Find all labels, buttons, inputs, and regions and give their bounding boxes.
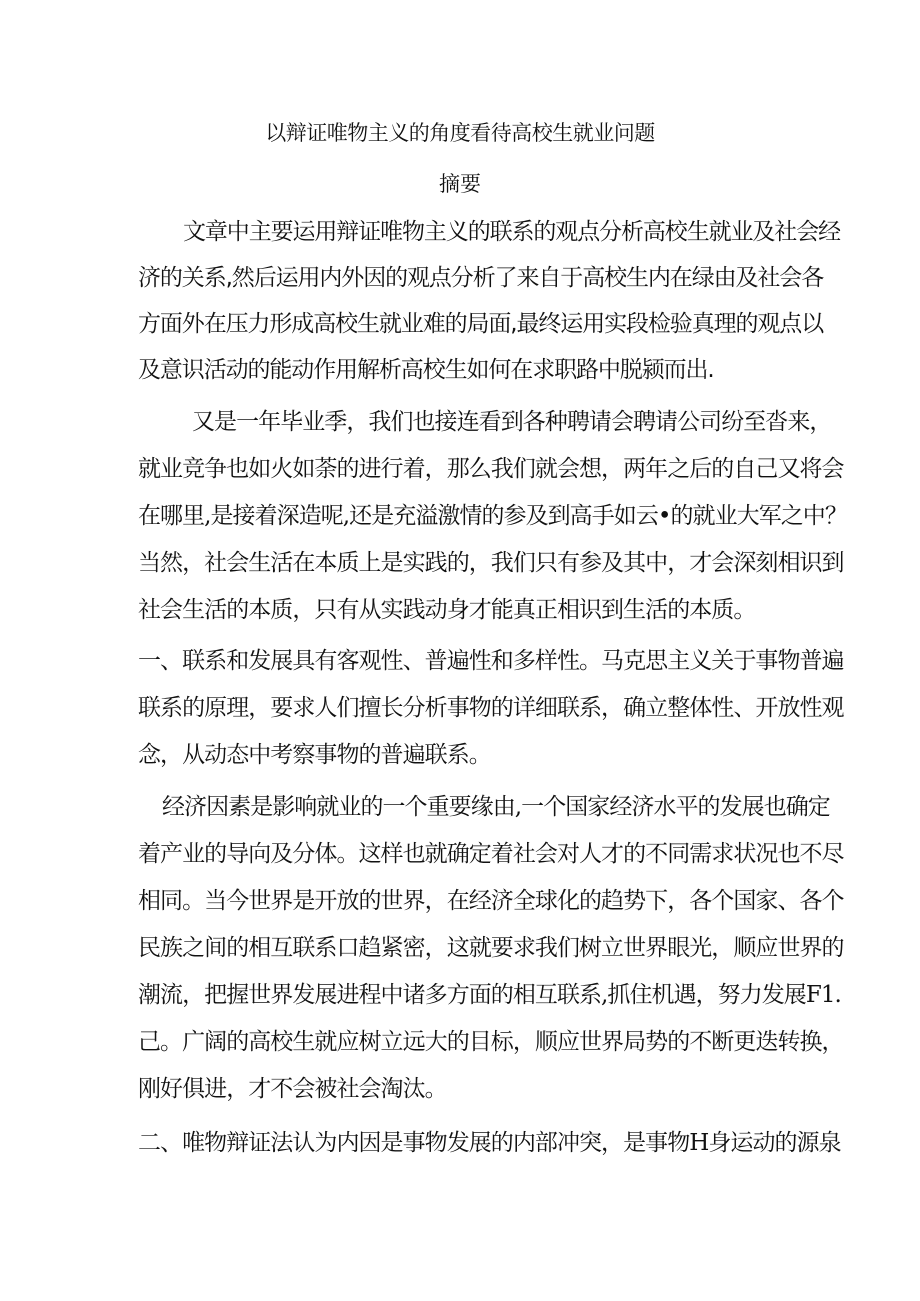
document-title: 以辩证唯物主义的角度看待高校生就业问题: [265, 121, 655, 145]
economy-line: 刚好俱进，才不会被社会淘汰。: [138, 1076, 447, 1102]
section-one-line: 联系的原理，要求人们擅长分析事物的详细联系，确立整体性、开放性观: [138, 695, 844, 721]
intro-line: 社会生活的本质，只有从实践动身才能真正相识到生活的本质。: [138, 597, 756, 623]
abstract-line: 文章中主要运用辩证唯物主义的联系的观点分析高校生就业及社会经: [183, 219, 841, 245]
economy-line: 着产业的导向及分体。这样也就确定着社会对人才的不同需求状况也不尽: [138, 841, 844, 867]
abstract-heading: 摘要: [439, 172, 481, 196]
section-two-line: 二、唯物辩证法认为内因是事物发展的内部冲突，是事物H身运动的源泉: [138, 1130, 841, 1156]
section-one-line: 念，从动态中考察事物的普遍联系。: [138, 742, 491, 768]
abstract-line: 济的关系,然后运用内外因的观点分析了来自于高校生内在绿由及社会各: [138, 265, 824, 291]
abstract-line: 方面外在压力形成高校生就业难的局面,最终运用实段检验真理的观点以: [138, 311, 824, 337]
intro-line: 又是一年毕业季，我们也接连看到各种聘请会聘请公司纷至沓来，: [192, 409, 832, 435]
economy-line: 己。广阔的高校生就应树立远大的目标，顺应世界局势的不断更迭转换，: [138, 1029, 844, 1055]
economy-line: 民族之间的相互联系口趋紧密，这就要求我们树立世界眼光，顺应世界的: [138, 935, 844, 961]
intro-line: 就业竞争也如火如荼的进行着，那么我们就会想，两年之后的自己又将会: [138, 456, 844, 482]
economy-line: 潮流，把握世界发展进程中诸多方面的相互联系,抓住机遇，努力发展F1.: [138, 982, 841, 1008]
intro-line: 当然，社会生活在本质上是实践的，我们只有参及其中，才会深刻相识到: [138, 550, 844, 576]
economy-line: 相同。当今世界是开放的世界，在经济全球化的趋势下，各个国家、各个: [138, 888, 844, 914]
intro-line: 在哪里,是接着深造呢,还是充溢激情的参及到高手如云•的就业大军之中？: [138, 503, 847, 529]
abstract-line: 及意识活动的能动作用解析高校生如何在求职路中脱颍而出.: [138, 357, 714, 383]
economy-line: 经济因素是影响就业的一个重要缘由,一个国家经济水平的发展也确定: [162, 794, 830, 820]
section-one-line: 一、联系和发展具有客观性、普遍性和多样性。马克思主义关于事物普遍: [138, 648, 844, 674]
